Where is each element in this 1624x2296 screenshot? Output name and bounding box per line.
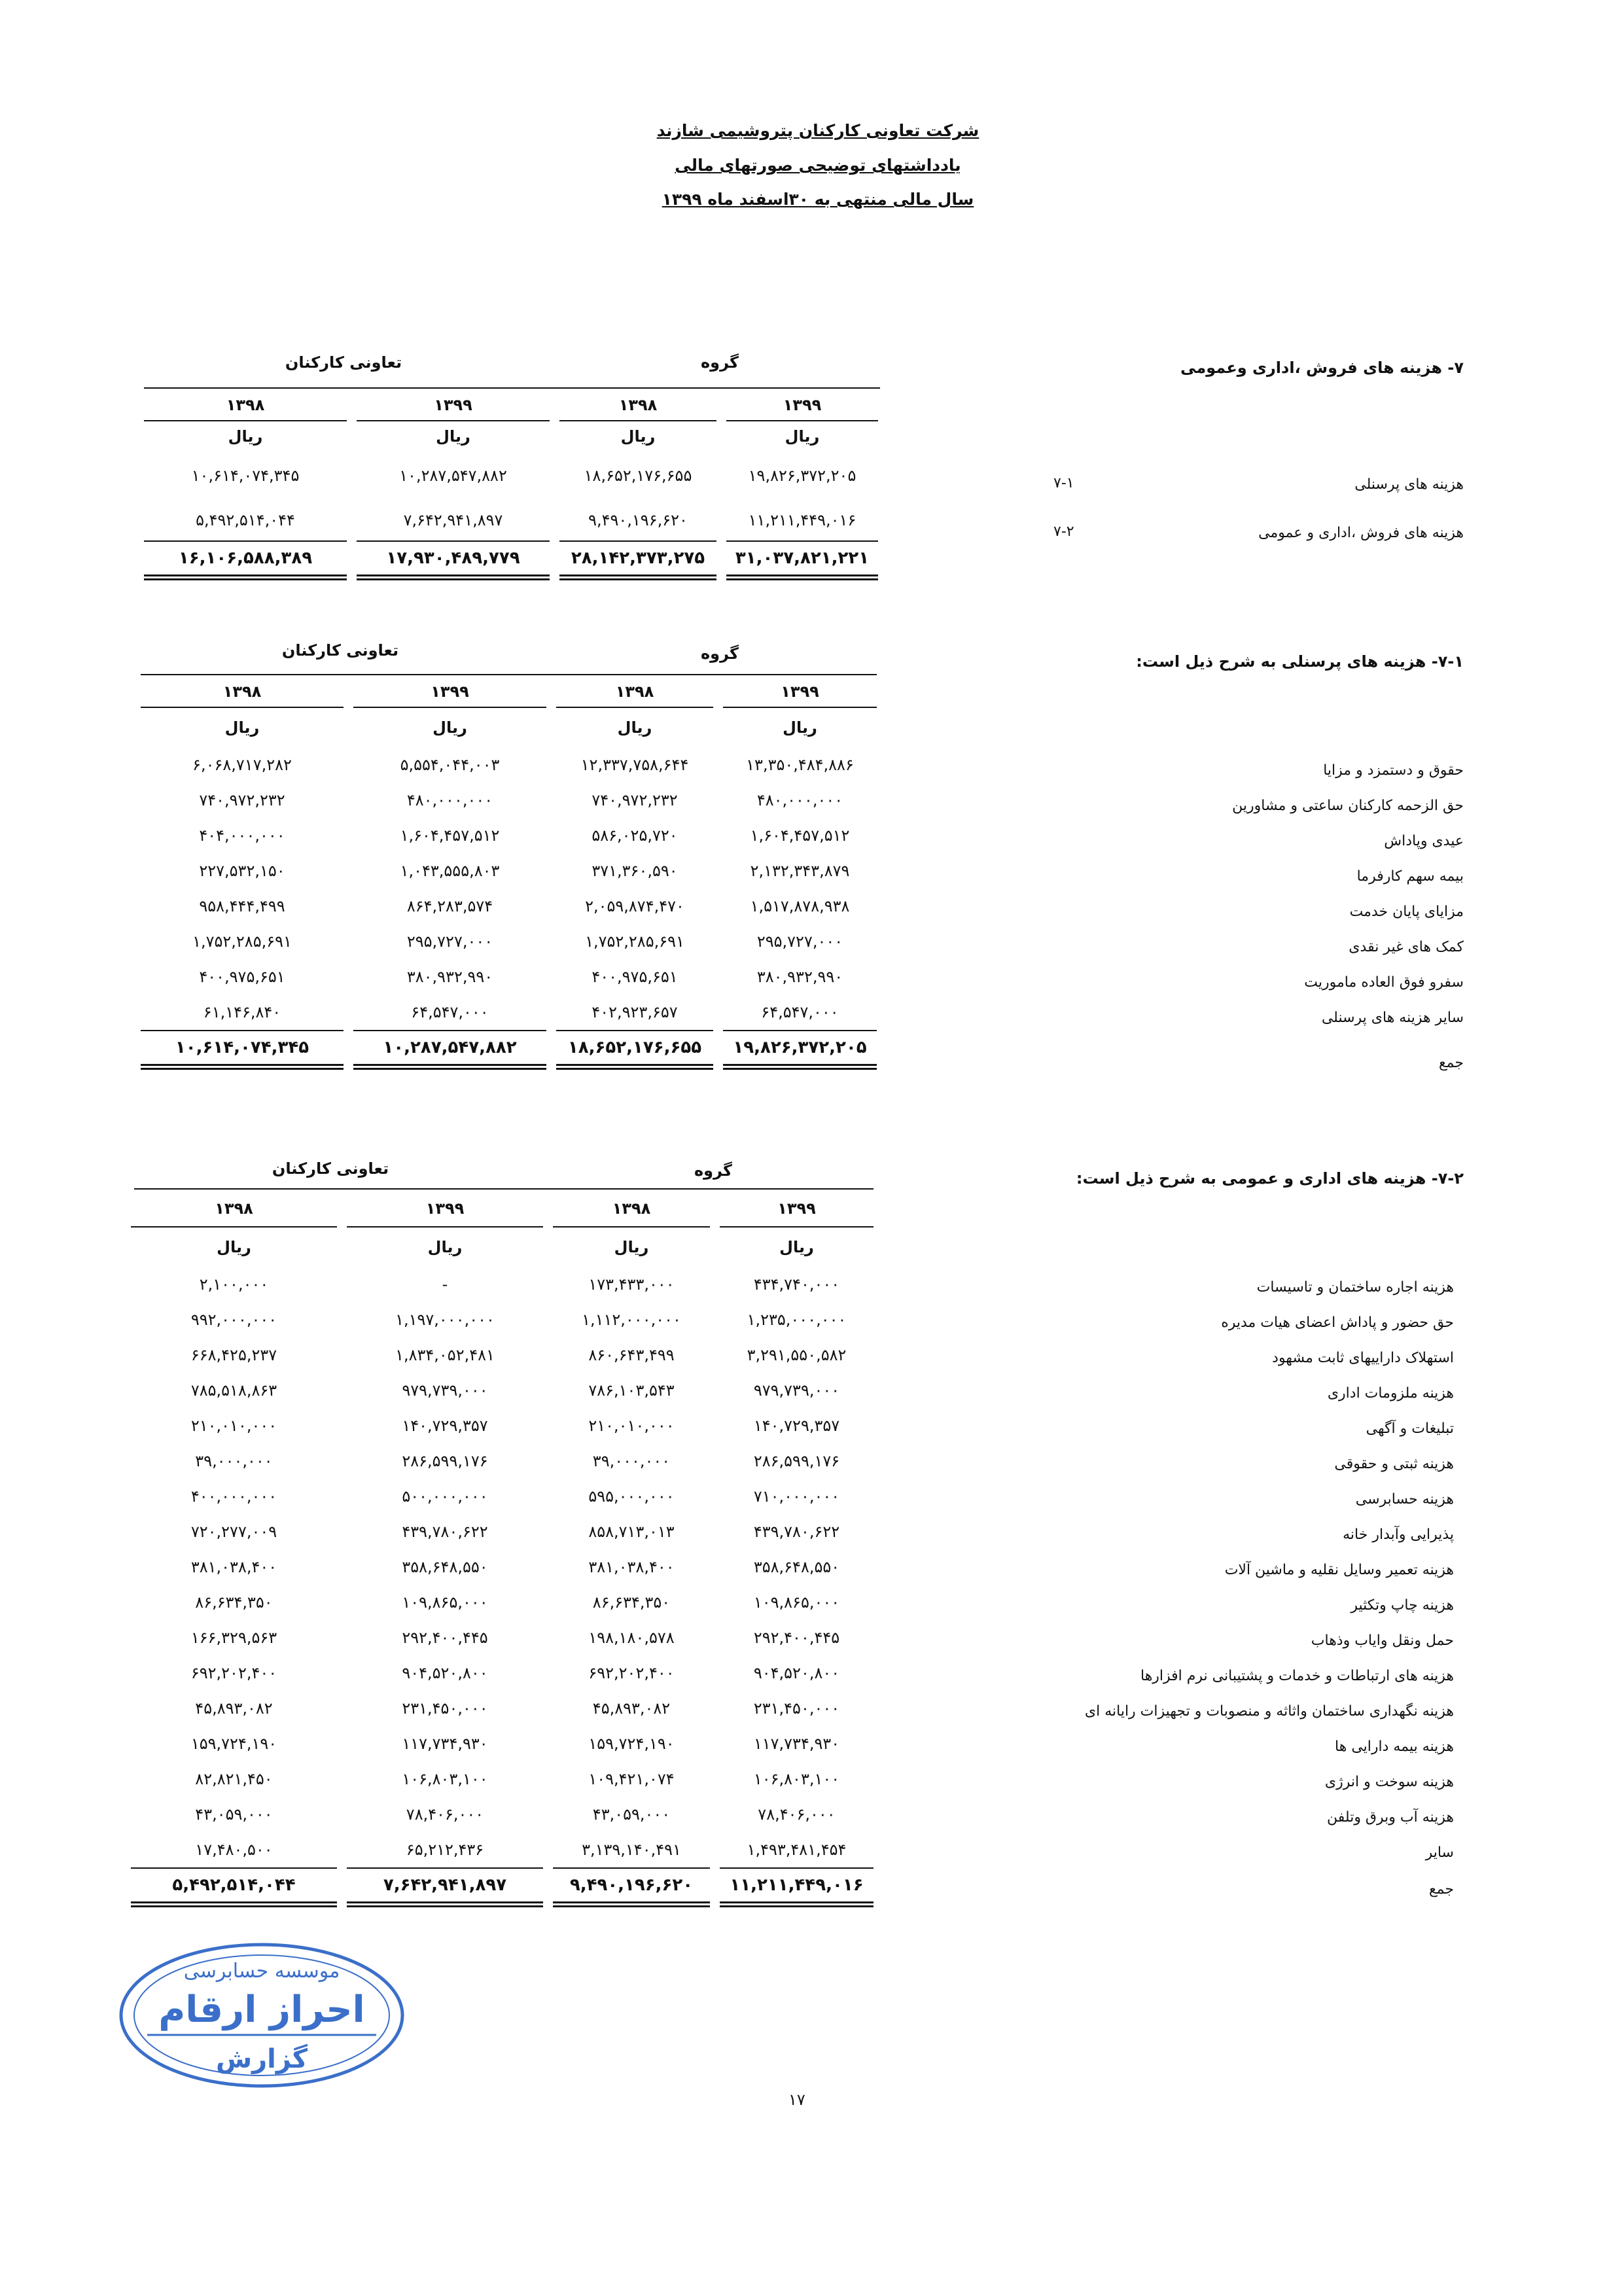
cell: ۲,۱۰۰,۰۰۰ bbox=[199, 1275, 269, 1294]
cell: ۲۸۶,۵۹۹,۱۷۶ bbox=[402, 1452, 488, 1470]
cell: ۱۳,۳۵۰,۴۸۴,۸۸۶ bbox=[746, 756, 854, 774]
cell: ۴۳,۰۵۹,۰۰۰ bbox=[592, 1805, 671, 1824]
auditor-stamp bbox=[115, 1937, 409, 2094]
cell: ۱۱۷,۷۳۴,۹۳۰ bbox=[753, 1735, 840, 1753]
year-1399: ۱۳۹۹ bbox=[781, 682, 819, 701]
cell: ۴۰۰,۰۰۰,۰۰۰ bbox=[190, 1487, 277, 1506]
cell: ۷,۶۴۲,۹۴۱,۸۹۷ bbox=[403, 511, 503, 529]
cell: ۲۹۲,۴۰۰,۴۴۵ bbox=[753, 1629, 840, 1647]
year-1398: ۱۳۹۸ bbox=[618, 396, 658, 414]
row-label: هزینه آب وبرق وتلفن bbox=[1327, 1809, 1454, 1826]
doc-period: سال مالی منتهی به ۳۰اسفند ماه ۱۳۹۹ bbox=[662, 190, 974, 209]
total-cell: ۱۰,۶۱۴,۰۷۴,۳۴۵ bbox=[175, 1038, 309, 1057]
cell: ۱۱,۲۱۱,۴۴۹,۰۱۶ bbox=[748, 511, 856, 529]
cell: ۱۴۰,۷۲۹,۳۵۷ bbox=[753, 1417, 840, 1435]
year-1399: ۱۳۹۹ bbox=[777, 1199, 816, 1218]
row-label: حق الزحمه کارکنان ساعتی و مشاورین bbox=[1232, 798, 1464, 814]
cell: ۴۰۴,۰۰۰,۰۰۰ bbox=[199, 826, 285, 845]
cell: ۱۷۳,۴۳۳,۰۰۰ bbox=[588, 1275, 675, 1294]
cell: ۴۳۴,۷۴۰,۰۰۰ bbox=[753, 1275, 840, 1294]
cell: ۱۰۹,۴۲۱,۰۷۴ bbox=[588, 1770, 675, 1788]
cell: ۱,۲۳۵,۰۰۰,۰۰۰ bbox=[747, 1311, 847, 1329]
year-1398: ۱۳۹۸ bbox=[226, 396, 265, 414]
cell: ۲۳۱,۴۵۰,۰۰۰ bbox=[753, 1699, 840, 1718]
cell: ۳۷۱,۳۶۰,۵۹۰ bbox=[591, 862, 678, 880]
cell: ۸۲,۸۲۱,۴۵۰ bbox=[195, 1770, 273, 1788]
group-header: گروه bbox=[701, 353, 739, 372]
row-label: سفرو فوق العاده ماموریت bbox=[1304, 974, 1464, 991]
cell: ۱,۷۵۲,۲۸۵,۶۹۱ bbox=[192, 932, 292, 951]
cell: ۶۱,۱۴۶,۸۴۰ bbox=[203, 1003, 281, 1021]
cell: ۱,۶۰۴,۴۵۷,۵۱۲ bbox=[400, 826, 500, 845]
row-label: هزینه بیمه دارایی ها bbox=[1335, 1739, 1454, 1755]
cell: ۴۳,۰۵۹,۰۰۰ bbox=[195, 1805, 273, 1824]
note-ref: ۷-۱ bbox=[1053, 475, 1074, 491]
total-label: جمع bbox=[1428, 1881, 1454, 1898]
cell: ۴۳۹,۷۸۰,۶۲۲ bbox=[753, 1523, 840, 1541]
total-label: جمع bbox=[1438, 1055, 1464, 1071]
row-label: هزینه سوخت و انرژی bbox=[1324, 1774, 1454, 1790]
cell: ۹۷۹,۷۳۹,۰۰۰ bbox=[402, 1381, 488, 1400]
year-1399: ۱۳۹۹ bbox=[434, 396, 472, 414]
cell: ۸۶,۶۳۴,۳۵۰ bbox=[195, 1593, 273, 1612]
unit-label: ریال bbox=[432, 718, 467, 737]
coop-header: تعاونی کارکنان bbox=[285, 353, 402, 372]
cell: ۱,۱۱۲,۰۰۰,۰۰۰ bbox=[582, 1311, 681, 1329]
cell: ۴۵,۸۹۳,۰۸۲ bbox=[195, 1699, 273, 1718]
section-7-1-title: ۷-۱- هزینه های پرسنلی به شرح ذیل است: bbox=[1136, 652, 1464, 671]
cell: ۳۸۰,۹۳۲,۹۹۰ bbox=[406, 968, 493, 986]
year-1399: ۱۳۹۹ bbox=[431, 682, 469, 701]
cell: ۹۹۲,۰۰۰,۰۰۰ bbox=[190, 1311, 277, 1329]
cell: ۱۰,۶۱۴,۰۷۴,۳۴۵ bbox=[191, 467, 300, 485]
cell: ۷۸۵,۵۱۸,۸۶۳ bbox=[190, 1381, 277, 1400]
cell: ۱۰۹,۸۶۵,۰۰۰ bbox=[753, 1593, 840, 1612]
cell: ۱,۵۱۷,۸۷۸,۹۳۸ bbox=[750, 897, 850, 915]
cell: ۱۹۸,۱۸۰,۵۷۸ bbox=[588, 1629, 675, 1647]
cell: ۸۵۸,۷۱۳,۰۱۳ bbox=[588, 1523, 675, 1541]
cell: ۸۶۰,۶۴۳,۴۹۹ bbox=[588, 1346, 675, 1364]
stamp-text-bottom: گزارش bbox=[215, 2044, 308, 2074]
cell: ۱۴۰,۷۲۹,۳۵۷ bbox=[402, 1417, 488, 1435]
unit-label: ریال bbox=[783, 718, 817, 737]
cell: ۱۰,۲۸۷,۵۴۷,۸۸۲ bbox=[399, 467, 507, 485]
total-cell: ۳۱,۰۳۷,۸۲۱,۲۲۱ bbox=[735, 548, 870, 568]
cell: ۱۰۹,۸۶۵,۰۰۰ bbox=[402, 1593, 488, 1612]
cell: ۲۹۵,۷۲۷,۰۰۰ bbox=[406, 932, 493, 951]
cell: ۷۴۰,۹۷۲,۲۳۲ bbox=[199, 791, 285, 809]
cell: ۲۹۵,۷۲۷,۰۰۰ bbox=[756, 932, 843, 951]
cell: ۱۹,۸۲۶,۳۷۲,۲۰۵ bbox=[748, 467, 856, 485]
cell: ۲,۰۵۹,۸۷۴,۴۷۰ bbox=[585, 897, 684, 915]
section-7-2-title: ۷-۲- هزینه های اداری و عمومی به شرح ذیل است: bbox=[1076, 1169, 1464, 1188]
cell: ۶۵,۲۱۲,۴۳۶ bbox=[406, 1841, 484, 1859]
cell: ۶۴,۵۴۷,۰۰۰ bbox=[411, 1003, 489, 1021]
cell: ۵۸۶,۰۲۵,۷۲۰ bbox=[591, 826, 678, 845]
coop-header: تعاونی کارکنان bbox=[281, 641, 399, 660]
total-cell: ۲۸,۱۴۲,۳۷۳,۲۷۵ bbox=[571, 548, 705, 568]
cell: ۱۷,۴۸۰,۵۰۰ bbox=[195, 1841, 273, 1859]
row-label: عیدی وپاداش bbox=[1384, 833, 1464, 849]
cell: ۳۸۱,۰۳۸,۴۰۰ bbox=[588, 1558, 675, 1576]
cell: ۳,۲۹۱,۵۵۰,۵۸۲ bbox=[747, 1346, 847, 1364]
cell: ۴۸۰,۰۰۰,۰۰۰ bbox=[406, 791, 493, 809]
cell: ۱۲,۳۳۷,۷۵۸,۶۴۴ bbox=[580, 756, 689, 774]
cell: ۳۹,۰۰۰,۰۰۰ bbox=[592, 1452, 671, 1470]
cell: ۲۱۰,۰۱۰,۰۰۰ bbox=[190, 1417, 277, 1435]
row-label: سایر bbox=[1425, 1845, 1454, 1861]
row-label: هزینه ثبتی و حقوقی bbox=[1334, 1456, 1454, 1472]
total-cell: ۵,۴۹۲,۵۱۴,۰۴۴ bbox=[172, 1875, 296, 1895]
total-cell: ۷,۶۴۲,۹۴۱,۸۹۷ bbox=[383, 1875, 507, 1895]
row-label: استهلاک داراییهای ثابت مشهود bbox=[1272, 1350, 1454, 1366]
row-label: کمک های غیر نقدی bbox=[1349, 939, 1464, 955]
cell: ۱,۸۳۴,۰۵۲,۴۸۱ bbox=[395, 1346, 495, 1364]
year-1398: ۱۳۹۸ bbox=[215, 1199, 253, 1218]
cell: ۳۵۸,۶۴۸,۵۵۰ bbox=[402, 1558, 488, 1576]
cell: ۹,۴۹۰,۱۹۶,۶۲۰ bbox=[588, 511, 688, 529]
total-cell: ۱۸,۶۵۲,۱۷۶,۶۵۵ bbox=[567, 1038, 702, 1057]
cell: ۶,۰۶۸,۷۱۷,۲۸۲ bbox=[192, 756, 292, 774]
total-cell: ۹,۴۹۰,۱۹۶,۶۲۰ bbox=[569, 1875, 694, 1895]
cell: ۱۰۶,۸۰۳,۱۰۰ bbox=[753, 1770, 840, 1788]
unit-label: ریال bbox=[217, 1238, 251, 1256]
cell: ۱,۰۴۳,۵۵۵,۸۰۳ bbox=[400, 862, 500, 880]
total-cell: ۱۶,۱۰۶,۵۸۸,۳۸۹ bbox=[178, 548, 313, 568]
unit-label: ریال bbox=[779, 1238, 814, 1256]
cell: - bbox=[442, 1275, 448, 1294]
row-label: هزینه های فروش ،اداری و عمومی bbox=[1258, 525, 1464, 541]
row-label: هزینه اجاره ساختمان و تاسیسات bbox=[1256, 1279, 1454, 1296]
row-label: تبلیغات و آگهی bbox=[1366, 1421, 1454, 1437]
unit-label: ریال bbox=[785, 427, 820, 446]
cell: ۱۶۶,۳۲۹,۵۶۳ bbox=[190, 1629, 277, 1647]
cell: ۴۰۰,۹۷۵,۶۵۱ bbox=[199, 968, 285, 986]
cell: ۷۸۶,۱۰۳,۵۴۳ bbox=[588, 1381, 675, 1400]
unit-label: ریال bbox=[436, 427, 470, 446]
cell: ۱,۴۹۳,۴۸۱,۴۵۴ bbox=[747, 1841, 847, 1859]
cell: ۴۰۲,۹۲۳,۶۵۷ bbox=[591, 1003, 678, 1021]
cell: ۷۸,۴۰۶,۰۰۰ bbox=[406, 1805, 484, 1824]
cell: ۴۸۰,۰۰۰,۰۰۰ bbox=[756, 791, 843, 809]
cell: ۳۹,۰۰۰,۰۰۰ bbox=[195, 1452, 273, 1470]
cell: ۷۴۰,۹۷۲,۲۳۲ bbox=[591, 791, 678, 809]
cell: ۹۰۴,۵۲۰,۸۰۰ bbox=[402, 1664, 488, 1682]
row-label: حق حضور و پاداش اعضای هیات مدیره bbox=[1221, 1315, 1454, 1331]
cell: ۱۵۹,۷۲۴,۱۹۰ bbox=[588, 1735, 675, 1753]
row-label: هزینه تعمیر وسایل نقلیه و ماشین آلات bbox=[1224, 1562, 1454, 1578]
cell: ۲,۱۳۲,۳۴۳,۸۷۹ bbox=[750, 862, 850, 880]
unit-label: ریال bbox=[224, 718, 260, 737]
total-cell: ۱۱,۲۱۱,۴۴۹,۰۱۶ bbox=[730, 1875, 864, 1895]
cell: ۱,۷۵۲,۲۸۵,۶۹۱ bbox=[585, 932, 684, 951]
row-label: پذیرایی وآبدار خانه bbox=[1343, 1527, 1454, 1543]
cell: ۹۰۴,۵۲۰,۸۰۰ bbox=[753, 1664, 840, 1682]
coop-header: تعاونی کارکنان bbox=[272, 1159, 389, 1178]
cell: ۳۸۱,۰۳۸,۴۰۰ bbox=[190, 1558, 277, 1576]
cell: ۱,۶۰۴,۴۵۷,۵۱۲ bbox=[750, 826, 850, 845]
year-1399: ۱۳۹۹ bbox=[425, 1199, 465, 1218]
row-label: هزینه چاپ وتکثیر bbox=[1350, 1597, 1454, 1614]
cell: ۴۰۰,۹۷۵,۶۵۱ bbox=[591, 968, 678, 986]
cell: ۶۹۲,۲۰۲,۴۰۰ bbox=[190, 1664, 277, 1682]
cell: ۸۶۴,۲۸۳,۵۷۴ bbox=[406, 897, 493, 915]
note-ref: ۷-۲ bbox=[1053, 523, 1074, 540]
cell: ۳,۱۳۹,۱۴۰,۴۹۱ bbox=[582, 1841, 681, 1859]
row-label: هزینه های پرسنلی bbox=[1354, 476, 1464, 493]
doc-subtitle: یادداشتهای توضیحی صورتهای مالی bbox=[675, 156, 961, 175]
cell: ۲۱۰,۰۱۰,۰۰۰ bbox=[588, 1417, 675, 1435]
unit-label: ریال bbox=[620, 427, 656, 446]
cell: ۹۷۹,۷۳۹,۰۰۰ bbox=[753, 1381, 840, 1400]
cell: ۵۰۰,۰۰۰,۰۰۰ bbox=[402, 1487, 488, 1506]
year-1398: ۱۳۹۸ bbox=[222, 682, 262, 701]
unit-label: ریال bbox=[228, 427, 263, 446]
cell: ۱۸,۶۵۲,۱۷۶,۶۵۵ bbox=[584, 467, 692, 485]
stamp-text-top: موسسه حسابرسی bbox=[183, 1960, 340, 1983]
total-cell: ۱۷,۹۳۰,۴۸۹,۷۷۹ bbox=[386, 548, 520, 568]
stamp-text-main: احراز ارقام bbox=[158, 1988, 365, 2031]
cell: ۱,۱۹۷,۰۰۰,۰۰۰ bbox=[395, 1311, 495, 1329]
cell: ۵,۴۹۲,۵۱۴,۰۴۴ bbox=[196, 511, 295, 529]
unit-label: ریال bbox=[614, 1238, 649, 1256]
cell: ۶۶۸,۴۲۵,۲۳۷ bbox=[190, 1346, 277, 1364]
cell: ۲۹۲,۴۰۰,۴۴۵ bbox=[402, 1629, 488, 1647]
cell: ۵,۵۵۴,۰۴۴,۰۰۳ bbox=[400, 756, 500, 774]
cell: ۲۲۷,۵۳۲,۱۵۰ bbox=[199, 862, 285, 880]
cell: ۸۶,۶۳۴,۳۵۰ bbox=[592, 1593, 671, 1612]
cell: ۳۸۰,۹۳۲,۹۹۰ bbox=[756, 968, 843, 986]
cell: ۳۵۸,۶۴۸,۵۵۰ bbox=[753, 1558, 840, 1576]
row-label: هزینه های ارتباطات و خدمات و پشتیبانی نرم افزارها bbox=[1140, 1668, 1454, 1684]
cell: ۴۵,۸۹۳,۰۸۲ bbox=[592, 1699, 671, 1718]
group-header: گروه bbox=[701, 645, 739, 663]
year-1399: ۱۳۹۹ bbox=[783, 396, 822, 414]
cell: ۱۰۶,۸۰۳,۱۰۰ bbox=[402, 1770, 488, 1788]
cell: ۴۳۹,۷۸۰,۶۲۲ bbox=[402, 1523, 488, 1541]
year-1398: ۱۳۹۸ bbox=[612, 1199, 651, 1218]
unit-label: ریال bbox=[427, 1238, 463, 1256]
cell: ۶۴,۵۴۷,۰۰۰ bbox=[761, 1003, 839, 1021]
cell: ۱۱۷,۷۳۴,۹۳۰ bbox=[402, 1735, 488, 1753]
row-label: مزایای پایان خدمت bbox=[1349, 904, 1464, 920]
cell: ۹۵۸,۴۴۴,۴۹۹ bbox=[199, 897, 285, 915]
doc-title: شرکت تعاونی کارکنان پتروشیمی شازند bbox=[656, 121, 980, 140]
row-label: حمل ونقل وایاب وذهاب bbox=[1311, 1633, 1454, 1649]
unit-label: ریال bbox=[617, 718, 652, 737]
page-number: ۱۷ bbox=[788, 2091, 805, 2109]
total-cell: ۱۰,۲۸۷,۵۴۷,۸۸۲ bbox=[383, 1038, 517, 1057]
cell: ۲۳۱,۴۵۰,۰۰۰ bbox=[402, 1699, 488, 1718]
cell: ۷۱۰,۰۰۰,۰۰۰ bbox=[753, 1487, 840, 1506]
cell: ۵۹۵,۰۰۰,۰۰۰ bbox=[588, 1487, 675, 1506]
row-label: بیمه سهم کارفرما bbox=[1356, 868, 1464, 885]
cell: ۱۵۹,۷۲۴,۱۹۰ bbox=[190, 1735, 277, 1753]
cell: ۲۸۶,۵۹۹,۱۷۶ bbox=[753, 1452, 840, 1470]
total-cell: ۱۹,۸۲۶,۳۷۲,۲۰۵ bbox=[733, 1038, 867, 1057]
row-label: سایر هزینه های پرسنلی bbox=[1321, 1010, 1464, 1026]
row-label: هزینه حسابرسی bbox=[1355, 1491, 1454, 1508]
group-header: گروه bbox=[694, 1161, 732, 1180]
cell: ۷۲۰,۲۷۷,۰۰۹ bbox=[190, 1523, 277, 1541]
row-label: هزینه نگهداری ساختمان واثاثه و منصوبات و تجهیزات رایانه ای bbox=[1084, 1703, 1454, 1720]
cell: ۷۸,۴۰۶,۰۰۰ bbox=[758, 1805, 836, 1824]
row-label: هزینه ملزومات اداری bbox=[1327, 1385, 1454, 1402]
year-1398: ۱۳۹۸ bbox=[615, 682, 654, 701]
row-label: حقوق و دستمزد و مزایا bbox=[1323, 762, 1464, 779]
section-7-title: ۷- هزینه های فروش ،اداری وعمومی bbox=[1180, 359, 1464, 377]
cell: ۶۹۲,۲۰۲,۴۰۰ bbox=[588, 1664, 675, 1682]
